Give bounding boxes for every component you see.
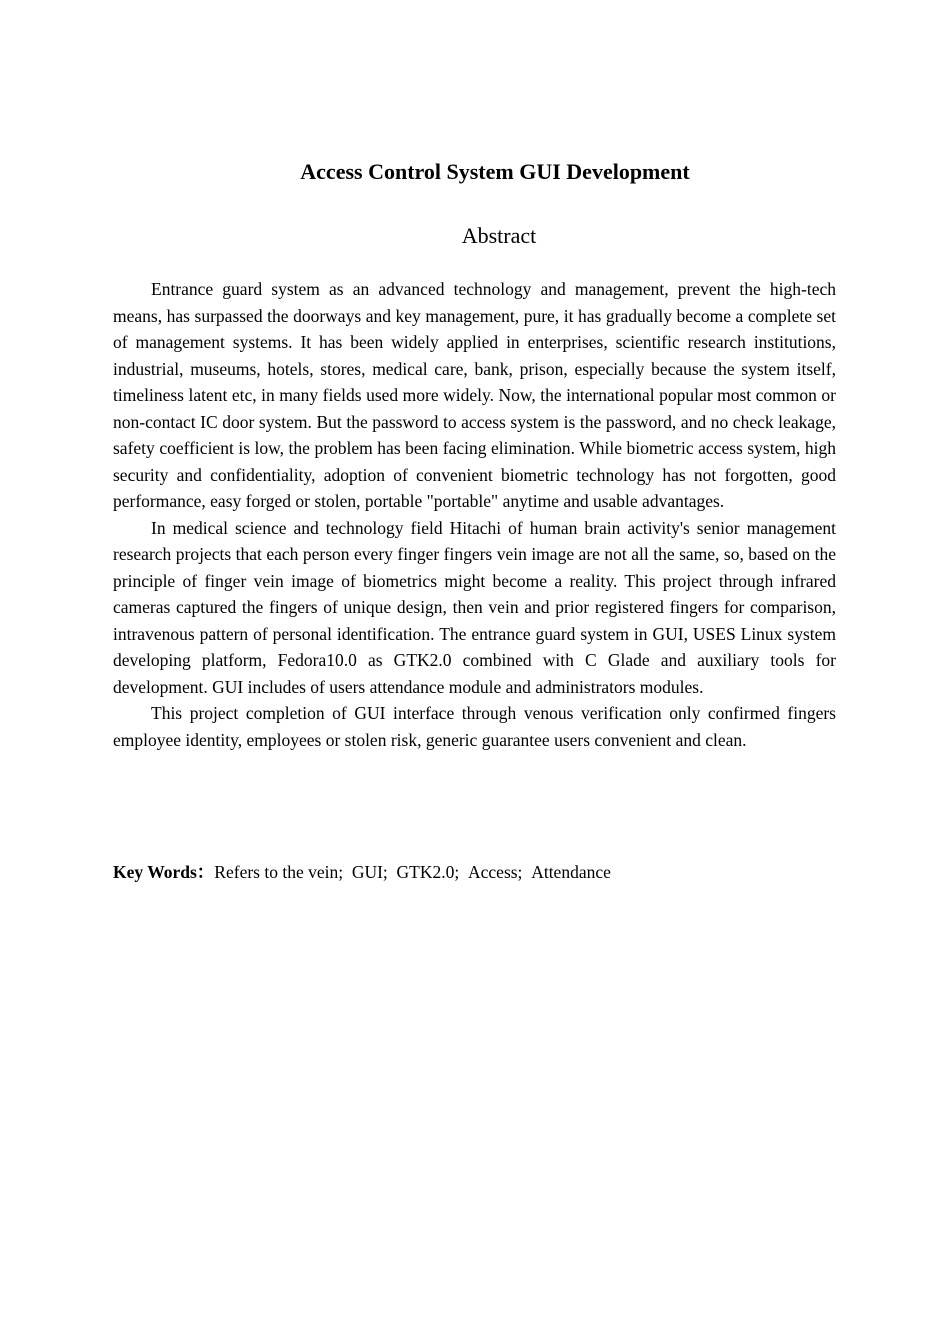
abstract-body — [113, 276, 836, 753]
abstract-paragraph-2: In medical science and technology field Hitachi of human brain activity's senior management research projects that each person every finger fingers vein image are not all the same, so, based on the principle of finger vein image of biometrics might become a reality. This project through infrared cameras captured the fingers of unique design, then vein and prior registered fingers for comparison, intravenous pattern of personal identification. The entrance guard system in GUI, USES Linux system developing platform, Fedora10.0 as GTK2.0 combined with C Glade and auxiliary tools for development. GUI includes of users attendance module and administrators modules. — [113, 517, 836, 697]
keyword-item: GUI; — [351, 862, 388, 882]
keywords-separator: ： — [196, 862, 215, 882]
abstract-paragraph-1: Entrance guard system as an advanced technology and management, prevent the high-tech means, has surpassed the doorways and key management, pure, it has gradually become a complete set of management systems. It has been widely applied in enterprises, scientific research institutions, industrial, museums, hotels, stores, medical care, bank, prison, especially because the system itself, timeliness latent etc, in many fields used more widely. Now, the international popular most common or non-contact IC door system. But the password to access system is the password, and no check leakage, safety coefficient is low, the problem has been facing elimination. While biometric access system, high security and confidentiality, adoption of convenient biometric technology has not forgotten, good performance, easy forged or stolen, portable "portable" anytime and usable advantages. — [113, 279, 836, 511]
keyword-item: Refers to the vein; — [214, 862, 344, 882]
keyword-item: Attendance — [531, 862, 611, 882]
abstract-paragraph-3: This project completion of GUI interface through venous verification only confirmed fingers employee identity, employees or stolen risk, generic guarantee users convenient and clean. — [113, 703, 836, 750]
keywords-label: Key Words — [113, 862, 197, 882]
document-title: Access Control System GUI Development — [300, 159, 690, 184]
keyword-item: GTK2.0; — [396, 862, 460, 882]
abstract-heading: Abstract — [461, 223, 537, 248]
keyword-item: Access; — [468, 862, 523, 882]
keywords-line — [113, 859, 836, 886]
